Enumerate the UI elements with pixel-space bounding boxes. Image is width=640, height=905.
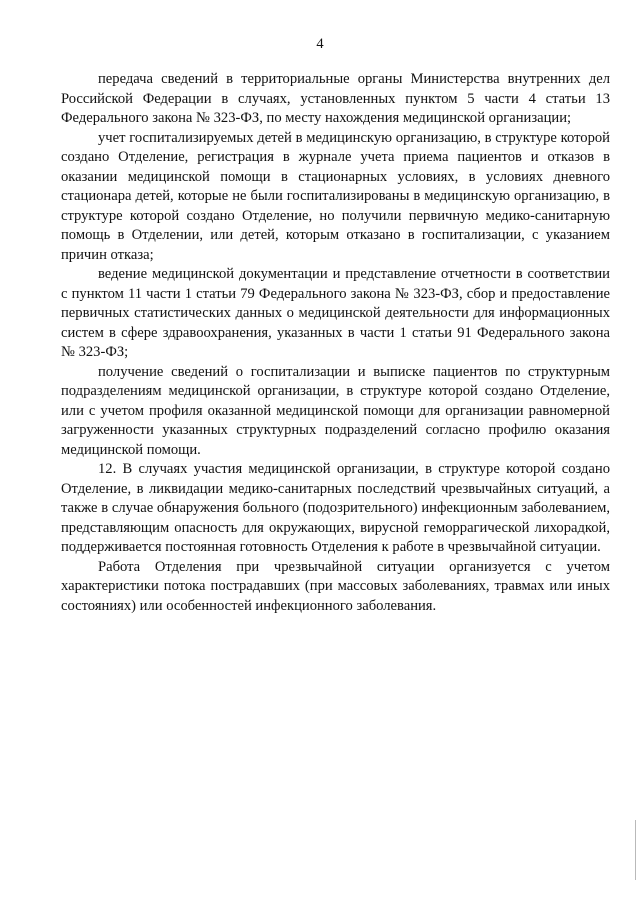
paragraph-emergency-work: Работа Отделения при чрезвычайной ситуации организуется с учетом характеристики потока пострадавших (при массовых заболеваниях, травмах или иных состояниях) или особенностей инфекционного заболевания. [61,558,610,614]
page-number: 4 [316,36,324,52]
paragraph-hospitalized-children: учет госпитализируемых детей в медицинскую организацию, в структуре которой создано Отделение, регистрация в журнале учета приема пациентов и отказов в оказании медицинской помощи в стационарных условиях, в условиях дневного стационара детей, которые не были госпитализированы в медицинскую организацию, в структуре которой создано Отделение, но получили первичную медико-санитарную помощь в Отделении, или детей, которым отказано в госпитализации, с указанием причин отказа; [61,129,610,263]
paragraph-discharge-info: получение сведений о госпитализации и выписке пациентов по структурным подразделениям медицинской организации, в структуре которой создано Отделение, или с учетом профиля оказанной медицинской помощи для организации равномерной загруженности указанных структурных подразделений согласно профилю оказания медицинской помощи. [61,363,610,458]
paragraph-medical-documentation: ведение медицинской документации и представление отчетности в соответствии с пунктом 11 части 1 статьи 79 Федерального закона № 323-ФЗ, сбор и предоставление первичных статистических данных о медицинской деятельности для информационных систем в сфере здравоохранения, указанных в части 1 статьи 91 Федерального закона № 323-ФЗ; [61,266,610,360]
document-body [61,70,610,616]
paragraph-transfer-info: передача сведений в территориальные органы Министерства внутренних дел Российской Федерации в случаях, установленных пунктом 5 части 4 статьи 13 Федерального закона № 323-ФЗ, по месту нахождения медицинской организации; [61,71,610,126]
scan-edge-line [635,820,636,880]
paragraph-emergency-readiness: 12. В случаях участия медицинской организации, в структуре которой создано Отделение, в ликвидации медико-санитарных последствий чрезвычайных ситуаций, а также в случае обнаружения больного (подозрительного) инфекционным заболеванием, представляющим опасность для окружающих, вирусной геморрагической лихорадкой, поддерживается постоянная готовность Отделения к работе в чрезвычайной ситуации. [61,461,610,555]
